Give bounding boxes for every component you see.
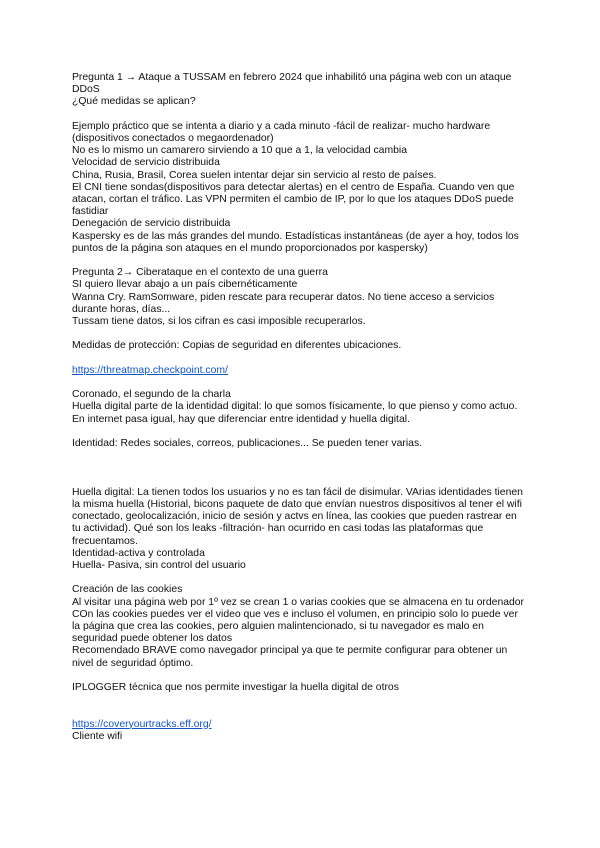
cookies-heading: Creación de las cookies	[72, 584, 183, 596]
spacer	[72, 328, 528, 340]
paragraph: Denegación de servicio distribuida	[72, 218, 231, 230]
paragraph: Huella digital: La tienen todos los usuarios y no es tan fácil de disimular. VArias identidades tienen la misma huella (Historial, bicons paquete de dato que envían nuestros dispositivos al tener el wifi conectado, geolocalización, inicio de sesión y actvs en línea, las cookies que pueden rastrear en tu actividad). Qué son los leaks -filtración- han ocurrido en casi todas las plataformas que frecuentamos.	[72, 486, 523, 547]
spacer	[72, 426, 528, 438]
paragraph: Recomendado BRAVE como navegador principal ya que te permite configurar para obtener un nivel de seguridad óptimo.	[72, 645, 508, 669]
spacer	[72, 670, 528, 682]
paragraph: Al visitar una página web por 1º vez se crean 1 o varias cookies que se almacena en tu ordenador	[72, 596, 525, 608]
paragraph: Velocidad de servicio distribuida	[72, 157, 220, 169]
protection-measures: Medidas de protección: Copias de seguridad en diferentes ubicaciones.	[72, 340, 402, 352]
paragraph: Identidad: Redes sociales, correos, publicaciones... Se pueden tener varias.	[72, 438, 423, 449]
paragraph: No es lo mismo un camarero sirviendo a 10 que a 1, la velocidad cambia	[72, 145, 407, 157]
paragraph: Tussam tiene datos, si los cifran es casi imposible recuperarlos.	[72, 316, 366, 328]
paragraph: Ejemplo práctico que se intenta a diario y a cada minuto -fácil de realizar- mucho hardware (dispositivos conectados o megaordenador)	[72, 120, 491, 144]
paragraph: Cliente wifi	[72, 730, 123, 742]
coveryourtracks-link[interactable]: https://coveryourtracks.eff.org/	[72, 718, 212, 730]
speaker-heading: Coronado, el segundo de la charla	[72, 389, 231, 401]
paragraph: Wanna Cry. RamSomware, piden rescate para recuperar datos. No tiene acceso a servicios durante horas, días...	[72, 291, 495, 315]
question-1-question: ¿Qué medidas se aplican?	[72, 96, 196, 108]
paragraph: Huella digital parte de la identidad digital: lo que somos físicamente, lo que pienso y como actuo. En internet pasa igual, hay que diferenciar entre identidad y huella digital.	[72, 401, 518, 425]
spacer	[72, 572, 528, 584]
spacer	[72, 255, 528, 267]
spacer	[72, 694, 528, 718]
document-page	[72, 72, 528, 743]
paragraph: Kaspersky es de las más grandes del mundo. Estadísticas instantáneas (de ayer a hoy, todos los puntos de la página son ataques en el mundo proporcionados por kaspersky)	[72, 230, 519, 254]
link-paragraph	[72, 719, 528, 731]
paragraph: Identidad-activa y controlada	[72, 547, 205, 559]
spacer	[72, 475, 528, 487]
paragraph: El CNI tiene sondas(dispositivos para detectar alertas) en el centro de España. Cuando ven que atacan, cortan el tráfico. Las VPN permiten el cambio de IP, por lo que los ataques DDoS puede fastidiar	[72, 181, 515, 218]
question-2-title: Pregunta 2→ Ciberataque en el contexto de una guerra	[72, 267, 328, 279]
paragraph: COn las cookies puedes ver el video que ves e incluso el volumen, en principio solo lo puede ver la página que crea las cookies, pero alguien malintencionado, si tu navegador es malo en seguridad puede obtener los datos	[72, 608, 518, 645]
spacer	[72, 109, 528, 121]
link-paragraph	[72, 365, 528, 377]
spacer	[72, 450, 528, 474]
threatmap-link[interactable]: https://threatmap.checkpoint.com/	[72, 364, 228, 376]
spacer	[72, 353, 528, 365]
paragraph: Huella- Pasiva, sin control del usuario	[72, 560, 246, 571]
paragraph: SI quiero llevar abajo a un país cibernéticamente	[72, 279, 298, 291]
paragraph: China, Rusia, Brasil, Corea suelen intentar dejar sin servicio al resto de países.	[72, 169, 437, 181]
paragraph: IPLOGGER técnica que nos permite investigar la huella digital de otros	[72, 682, 399, 693]
spacer	[72, 377, 528, 389]
question-1-title: Pregunta 1 → Ataque a TUSSAM en febrero 2024 que inhabilitó una página web con un ataque DDoS	[72, 72, 512, 96]
